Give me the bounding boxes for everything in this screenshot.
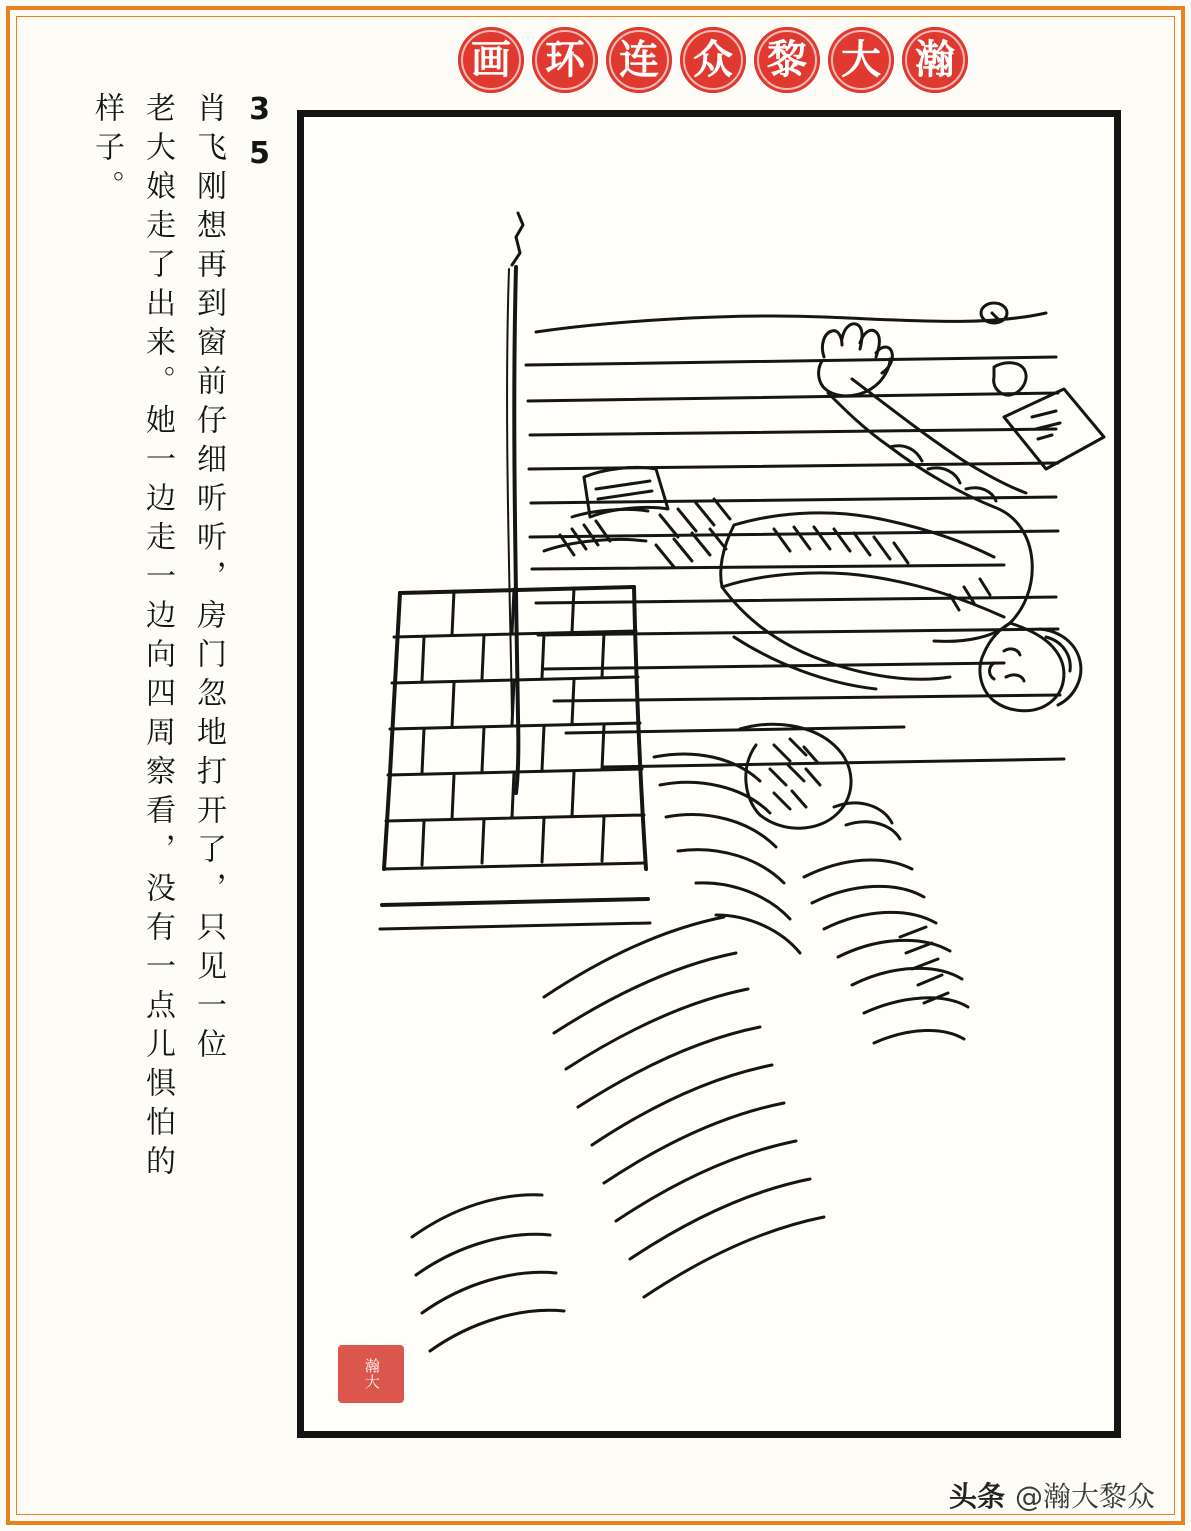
watermark: [949, 1475, 1155, 1515]
seal-character-6: 环: [532, 27, 598, 93]
illustration-panel: [297, 110, 1121, 1438]
watermark-brand: 头条: [948, 1480, 1005, 1513]
seal-character-5: 连: [606, 27, 672, 93]
caption-column-2: 肖飞刚想再到窗前仔细听听，房门忽地打开了，只见一位: [191, 92, 226, 1067]
caption-block: [58, 92, 282, 1432]
caption-column-4: 样子。: [89, 92, 124, 209]
seal-header: [398, 22, 968, 98]
caption-column-3: 老大娘走了出来。她一边走一边向四周察看，没有一点儿惧怕的: [140, 92, 175, 1184]
seal-character-3: 黎: [754, 27, 820, 93]
watermark-handle: @瀚大黎众: [1014, 1480, 1155, 1513]
caption-column-1: [237, 92, 282, 1432]
seal-character-4: 众: [680, 27, 746, 93]
seal-character-1: 瀚: [902, 27, 968, 93]
panel-number: 35: [242, 92, 277, 180]
artist-seal: 瀚大: [338, 1345, 404, 1403]
seal-character-7: 画: [458, 27, 524, 93]
illustration-drawing: [304, 117, 1114, 1431]
seal-character-2: 大: [828, 27, 894, 93]
